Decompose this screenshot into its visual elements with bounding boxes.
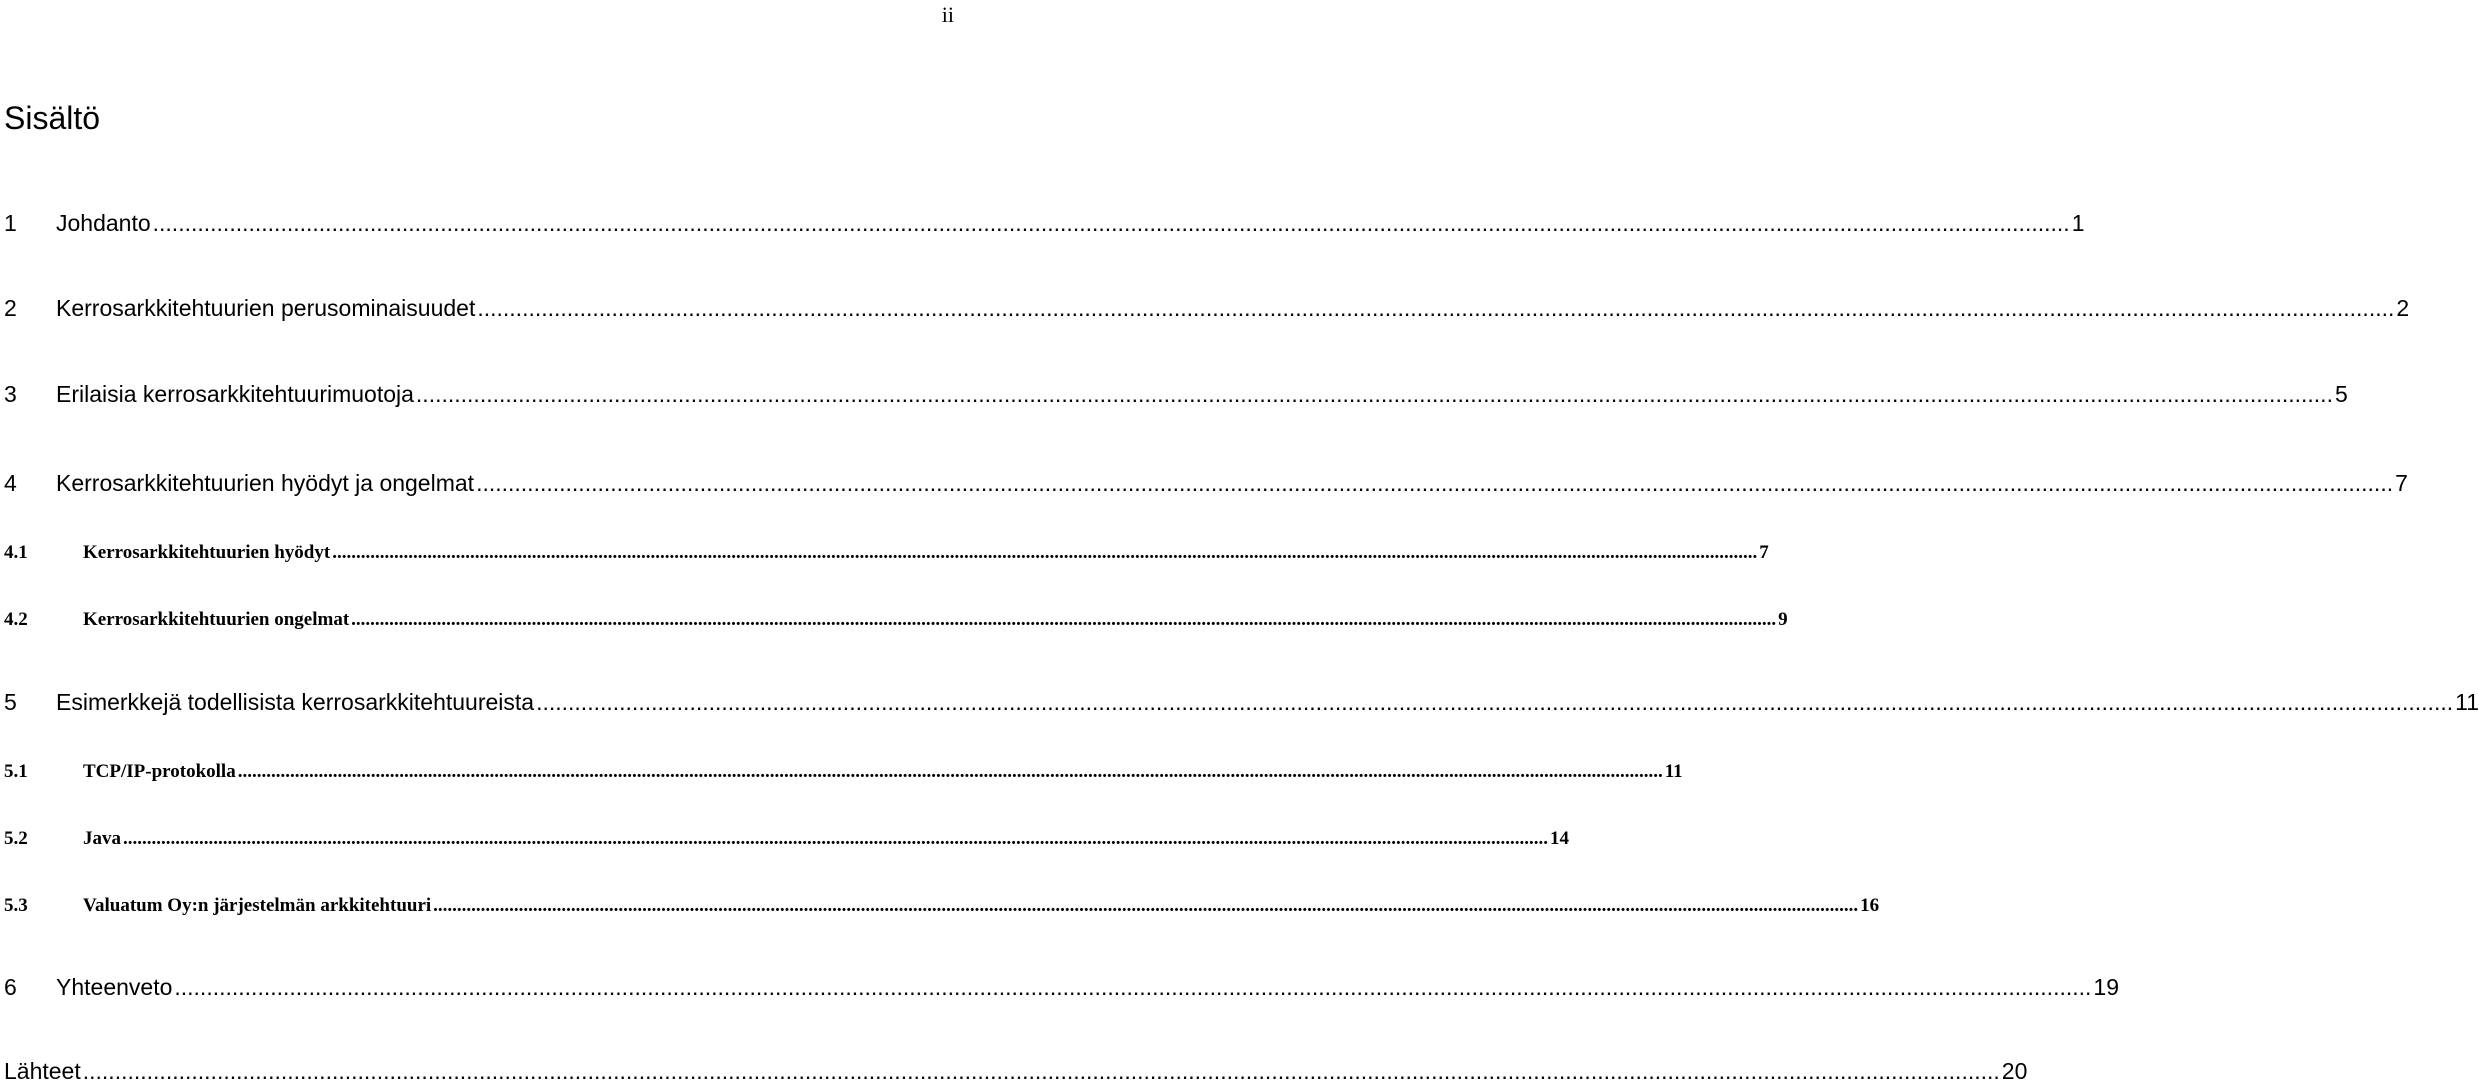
toc-entry-page: 11 bbox=[1664, 761, 1683, 782]
toc-entry-references[interactable] bbox=[4, 1058, 2028, 1085]
dot-leader: ............................................................................................................................................................................................................................................................................................................ bbox=[332, 542, 1758, 563]
toc-entry-page: 2 bbox=[2396, 295, 2410, 321]
toc-entry-number: 5.1 bbox=[4, 761, 28, 782]
toc-entry-label: TCP/IP-protokolla bbox=[83, 761, 236, 782]
dot-leader: ............................................................................................................................................................................................................................................................................................................ bbox=[351, 609, 1777, 630]
page-title: Sisältö bbox=[4, 100, 101, 136]
dot-leader: ............................................................................................................................................................................................................................................................................................................ bbox=[536, 689, 2454, 715]
dot-leader: ............................................................................................................................................................................................................................................................................................................ bbox=[237, 761, 1663, 782]
toc-entry-label: Johdanto bbox=[56, 210, 151, 236]
toc-entry-4[interactable] bbox=[4, 470, 2408, 497]
toc-entry-5-3[interactable] bbox=[4, 895, 1880, 917]
toc-entry-page: 1 bbox=[2071, 210, 2085, 236]
toc-entry-page: 20 bbox=[2001, 1058, 2028, 1084]
toc-entry-4-2[interactable] bbox=[4, 609, 1788, 631]
toc-entry-label: Valuatum Oy:n järjestelmän arkkitehtuuri bbox=[83, 895, 432, 916]
dot-leader: ............................................................................................................................................................................................................................................................................................................ bbox=[123, 828, 1548, 849]
toc-entry-label: Kerrosarkkitehtuurien hyödyt ja ongelmat bbox=[56, 470, 475, 496]
toc-entry-5-2[interactable] bbox=[4, 828, 1569, 850]
toc-entry-number: 5 bbox=[4, 689, 17, 715]
toc-entry-page: 5 bbox=[2334, 381, 2348, 407]
dot-leader: ............................................................................................................................................................................................................................................................................................................ bbox=[433, 895, 1859, 916]
toc-entry-number: 4.1 bbox=[4, 542, 28, 563]
toc-entry-page: 14 bbox=[1550, 828, 1569, 849]
toc-entry-4-1[interactable] bbox=[4, 542, 1769, 564]
toc-entry-page: 19 bbox=[2093, 974, 2120, 1000]
dot-leader: ............................................................................................................................................................................................................................................................................................................ bbox=[82, 1058, 2000, 1084]
toc-entry-label: Lähteet bbox=[4, 1058, 81, 1084]
toc-entry-number: 6 bbox=[4, 974, 17, 1000]
toc-entry-label: Yhteenveto bbox=[56, 974, 173, 1000]
toc-entry-label: Kerrosarkkitehtuurien ongelmat bbox=[83, 609, 350, 630]
toc-entry-number: 1 bbox=[4, 210, 17, 236]
dot-leader: ............................................................................................................................................................................................................................................................................................................ bbox=[477, 295, 2395, 321]
toc-entry-number: 4.2 bbox=[4, 609, 28, 630]
toc-entry-number: 5.3 bbox=[4, 895, 28, 916]
toc-entry-label: Esimerkkejä todellisista kerrosarkkitehtuureista bbox=[56, 689, 535, 715]
toc-entry-label: Kerrosarkkitehtuurien perusominaisuudet bbox=[56, 295, 476, 321]
toc-entry-page: 9 bbox=[1778, 609, 1788, 630]
toc-entry-number: 5.2 bbox=[4, 828, 28, 849]
toc-entry-3[interactable] bbox=[4, 381, 2348, 408]
dot-leader: ............................................................................................................................................................................................................................................................................................................ bbox=[152, 210, 2070, 236]
toc-entry-label: Java bbox=[83, 828, 121, 849]
toc-entry-number: 2 bbox=[4, 295, 17, 321]
toc-entry-label: Kerrosarkkitehtuurien hyödyt bbox=[83, 542, 331, 563]
toc-entry-label: Erilaisia kerrosarkkitehtuurimuotoja bbox=[56, 381, 414, 407]
toc-entry-6[interactable] bbox=[4, 974, 2120, 1001]
toc-entry-page: 16 bbox=[1860, 895, 1880, 916]
toc-entry-5-1[interactable] bbox=[4, 761, 1683, 783]
toc-entry-page: 11 bbox=[2455, 689, 2479, 715]
dot-leader: ............................................................................................................................................................................................................................................................................................................ bbox=[476, 470, 2394, 496]
toc-entry-page: 7 bbox=[2395, 470, 2408, 496]
toc-entry-5[interactable] bbox=[4, 689, 2479, 716]
toc-entry-1[interactable] bbox=[4, 210, 2085, 237]
dot-leader: ............................................................................................................................................................................................................................................................................................................ bbox=[415, 381, 2333, 407]
page-number: ii bbox=[941, 2, 954, 27]
dot-leader: ............................................................................................................................................................................................................................................................................................................ bbox=[174, 974, 2092, 1000]
toc-entry-page: 7 bbox=[1759, 542, 1769, 563]
toc-entry-number: 3 bbox=[4, 381, 17, 407]
toc-entry-2[interactable] bbox=[4, 295, 2410, 322]
toc-entry-number: 4 bbox=[4, 470, 17, 496]
